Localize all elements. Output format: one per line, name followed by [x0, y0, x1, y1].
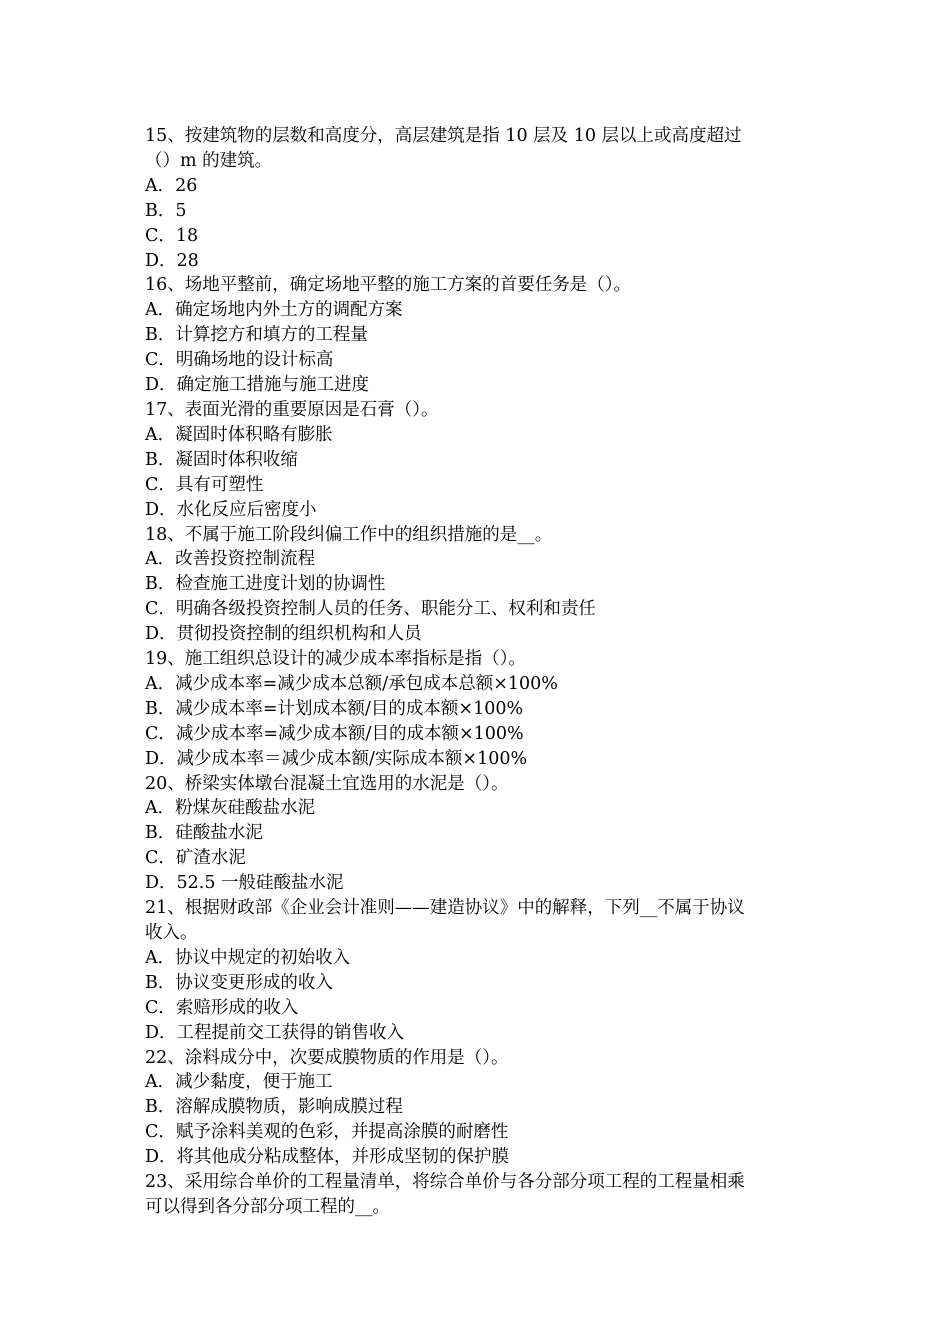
answer-option: C．具有可塑性 [145, 474, 264, 495]
answer-option: A．减少黏度，便于施工 [145, 1072, 333, 1093]
answer-option: D．水化反应后密度小 [145, 499, 317, 520]
answer-option: D．将其他成分粘成整体，并形成坚韧的保护膜 [145, 1147, 510, 1168]
question-block [145, 124, 813, 273]
question-stem-line: 20、桥梁实体墩台混凝土宜选用的水泥是（）。 [145, 773, 509, 794]
answer-option: D．52.5 一般硅酸盐水泥 [145, 873, 344, 894]
question-block [145, 523, 813, 648]
answer-option: A．减少成本率=减少成本总额/承包成本总额×100% [145, 673, 558, 694]
answer-option: B．5 [145, 200, 187, 221]
question-stem-line: 16、场地平整前，确定场地平整的施工方案的首要任务是（）。 [145, 275, 632, 296]
answer-option: A．26 [145, 175, 198, 196]
answer-option: D．减少成本率＝减少成本额/实际成本额×100% [145, 748, 528, 769]
answer-option: C．赋予涂料美观的色彩，并提高涂膜的耐磨性 [145, 1122, 509, 1143]
answer-option: C．矿渣水泥 [145, 848, 246, 869]
question-stem-line: 21、根据财政部《企业会计准则——建造协议》中的解释，下列__不属于协议 [145, 898, 745, 919]
answer-option: B．检查施工进度计划的协调性 [145, 574, 386, 595]
question-stem-line: 可以得到各分部分项工程的__。 [145, 1196, 390, 1217]
answer-option: B．协议变更形成的收入 [145, 972, 333, 993]
question-block [145, 896, 813, 1045]
answer-option: A．改善投资控制流程 [145, 549, 316, 570]
answer-option: D．确定施工措施与施工进度 [145, 375, 370, 396]
answer-option: C．明确场地的设计标高 [145, 350, 334, 371]
answer-option: B．溶解成膜物质，影响成膜过程 [145, 1097, 403, 1118]
question-stem-line: 15、按建筑物的层数和高度分，高层建筑是指 10 层及 10 层以上或高度超过 [145, 126, 742, 146]
answer-option: A．粉煤灰硅酸盐水泥 [145, 798, 316, 819]
question-stem-line: 收入。 [145, 923, 198, 943]
answer-option: B．计算挖方和填方的工程量 [145, 325, 368, 346]
question-stem-line: 17、表面光滑的重要原因是石膏（）。 [145, 399, 439, 420]
question-stem-line: 22、涂料成分中，次要成膜物质的作用是（）。 [145, 1047, 509, 1068]
question-stem-line: 23、采用综合单价的工程量清单，将综合单价与各分部分项工程的工程量相乘 [145, 1172, 745, 1193]
question-stem-line: 19、施工组织总设计的减少成本率指标是指（）。 [145, 649, 527, 670]
answer-option: B．减少成本率=计划成本额/目的成本额×100% [145, 698, 524, 719]
question-stem-line: 18、不属于施工阶段纠偏工作中的组织措施的是__。 [145, 524, 553, 545]
question-stem-line: （）m 的建筑。 [145, 150, 273, 171]
answer-option: C．减少成本率=减少成本额/目的成本额×100% [145, 723, 524, 744]
answer-option: D．28 [145, 250, 199, 271]
answer-option: D．贯彻投资控制的组织机构和人员 [145, 624, 422, 645]
answer-option: C．18 [145, 225, 199, 246]
answer-option: C．索赔形成的收入 [145, 997, 299, 1018]
answer-option: B．硅酸盐水泥 [145, 823, 263, 844]
question-block [145, 772, 813, 897]
answer-option: C．明确各级投资控制人员的任务、职能分工、权利和责任 [145, 599, 596, 620]
question-block [145, 1046, 813, 1171]
question-block [145, 273, 813, 398]
answer-option: A．协议中规定的初始收入 [145, 947, 351, 968]
answer-option: A．凝固时体积略有膨胀 [145, 424, 333, 445]
question-block [145, 1170, 813, 1220]
answer-option: B．凝固时体积收缩 [145, 449, 298, 470]
question-block [145, 647, 813, 772]
answer-option: D．工程提前交工获得的销售收入 [145, 1022, 405, 1043]
question-list [145, 124, 813, 1220]
question-block [145, 398, 813, 523]
answer-option: A．确定场地内外土方的调配方案 [145, 300, 403, 321]
